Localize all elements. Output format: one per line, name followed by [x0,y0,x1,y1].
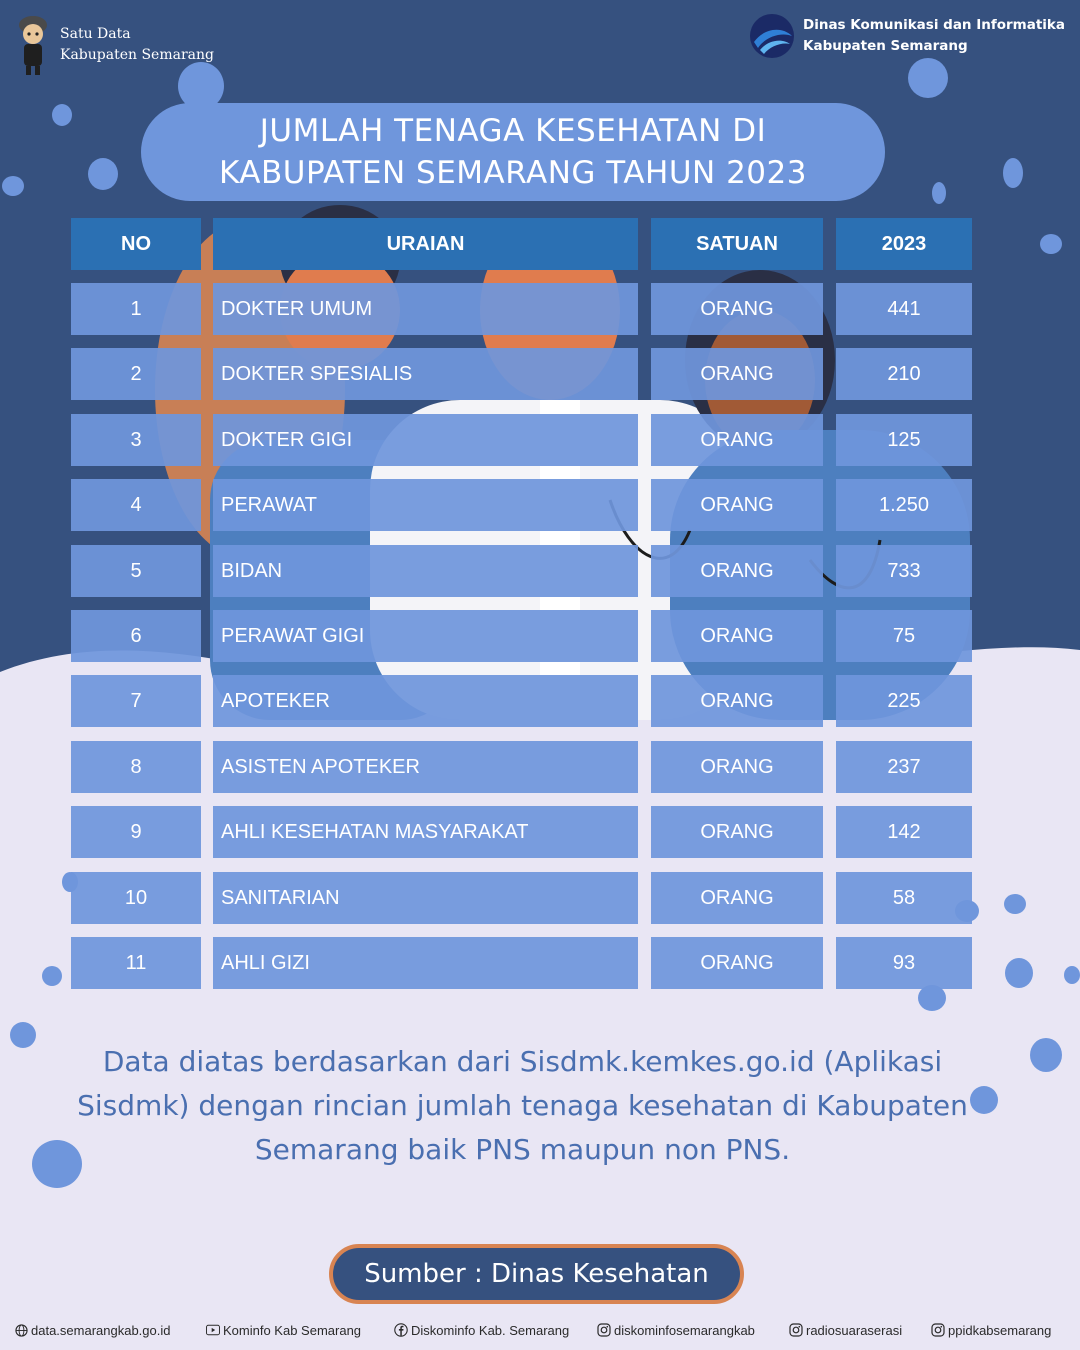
footer-instagram-radio-label: radiosuaraserasi [806,1322,903,1338]
satu-data-brand [14,14,214,76]
row-uraian: DOKTER SPESIALIS [213,348,638,400]
decor-dot [1064,966,1080,984]
diskominfo-logo-icon [748,12,796,60]
footer-youtube[interactable] [206,1318,361,1342]
row-value: 210 [836,348,972,400]
footer-instagram-diskominfo-label: diskominfosemarangkab [614,1322,755,1338]
decor-dot [908,58,948,98]
instagram-icon [789,1323,803,1337]
decor-dot [2,176,24,196]
mascot-logo-icon [14,14,52,76]
row-uraian: DOKTER UMUM [213,283,638,335]
decor-dot [932,182,946,204]
row-no: 3 [71,414,201,466]
decor-dot [42,966,62,986]
row-uraian: SANITARIAN [213,872,638,924]
facebook-icon [394,1323,408,1337]
decor-dot [1030,1038,1062,1072]
row-value: 1.250 [836,479,972,531]
footer-website-label: data.semarangkab.go.id [31,1322,171,1338]
row-satuan: ORANG [651,479,823,531]
header-no: NO [71,218,201,270]
note-line1: Data diatas berdasarkan dari Sisdmk.kemkes.go.id (Aplikasi [102,1045,943,1078]
decor-dot [1040,234,1062,254]
row-satuan: ORANG [651,545,823,597]
decor-dot [1004,894,1026,914]
row-satuan: ORANG [651,741,823,793]
instagram-icon [597,1323,611,1337]
row-value: 125 [836,414,972,466]
row-no: 4 [71,479,201,531]
row-satuan: ORANG [651,806,823,858]
footer-instagram-ppid[interactable] [931,1318,1051,1342]
row-satuan: ORANG [651,872,823,924]
footer-facebook-label: Diskominfo Kab. Semarang [411,1322,570,1338]
row-satuan: ORANG [651,414,823,466]
row-satuan: ORANG [651,937,823,989]
diskominfo-brand [748,12,1065,60]
row-uraian: APOTEKER [213,675,638,727]
footer-instagram-radio[interactable] [789,1318,902,1342]
footer-links [0,1318,1080,1344]
row-uraian: PERAWAT GIGI [213,610,638,662]
footer-facebook[interactable] [394,1318,569,1342]
note-line3: Semarang baik PNS maupun non PNS. [254,1133,791,1166]
row-satuan: ORANG [651,610,823,662]
youtube-icon [206,1323,220,1337]
decor-dot [52,104,72,126]
brand-right-line1: Dinas Komunikasi dan Informatika [803,17,1066,33]
row-uraian: BIDAN [213,545,638,597]
footer-instagram-ppid-label: ppidkabsemarang [948,1322,1052,1338]
row-no: 2 [71,348,201,400]
row-value: 58 [836,872,972,924]
row-no: 9 [71,806,201,858]
row-value: 441 [836,283,972,335]
row-satuan: ORANG [651,283,823,335]
row-value: 75 [836,610,972,662]
row-no: 7 [71,675,201,727]
row-uraian: AHLI KESEHATAN MASYARAKAT [213,806,638,858]
globe-icon [14,1323,28,1337]
row-uraian: PERAWAT [213,479,638,531]
brand-left-line1: Satu Data [60,26,131,42]
footer-instagram-diskominfo[interactable] [597,1318,755,1342]
decor-dot [88,158,118,190]
row-uraian: ASISTEN APOTEKER [213,741,638,793]
row-value: 733 [836,545,972,597]
brand-right-line2: Kabupaten Semarang [803,38,968,54]
data-note [60,1040,985,1172]
instagram-icon [931,1323,945,1337]
decor-dot [10,1022,36,1048]
row-uraian: AHLI GIZI [213,937,638,989]
row-no: 10 [71,872,201,924]
row-satuan: ORANG [651,348,823,400]
decor-dot [1005,958,1033,988]
footer-website[interactable] [14,1318,170,1342]
decor-dot [1003,158,1023,188]
source-badge: Sumber : Dinas Kesehatan [329,1244,744,1304]
row-value: 237 [836,741,972,793]
header-satuan: SATUAN [651,218,823,270]
row-value: 142 [836,806,972,858]
title-line1: JUMLAH TENAGA KESEHATAN DI [259,113,767,149]
row-no: 6 [71,610,201,662]
row-uraian: DOKTER GIGI [213,414,638,466]
row-value: 225 [836,675,972,727]
header-year: 2023 [836,218,972,270]
header-uraian: URAIAN [213,218,638,270]
note-line2: Sisdmk) dengan rincian jumlah tenaga kesehatan di Kabupaten [77,1089,968,1122]
footer-youtube-label: Kominfo Kab Semarang [223,1322,362,1338]
row-no: 11 [71,937,201,989]
row-satuan: ORANG [651,675,823,727]
row-no: 8 [71,741,201,793]
brand-left-line2: Kabupaten Semarang [60,47,214,63]
row-no: 5 [71,545,201,597]
title-banner [141,103,885,201]
row-value: 93 [836,937,972,989]
row-no: 1 [71,283,201,335]
title-line2: KABUPATEN SEMARANG TAHUN 2023 [219,155,807,191]
